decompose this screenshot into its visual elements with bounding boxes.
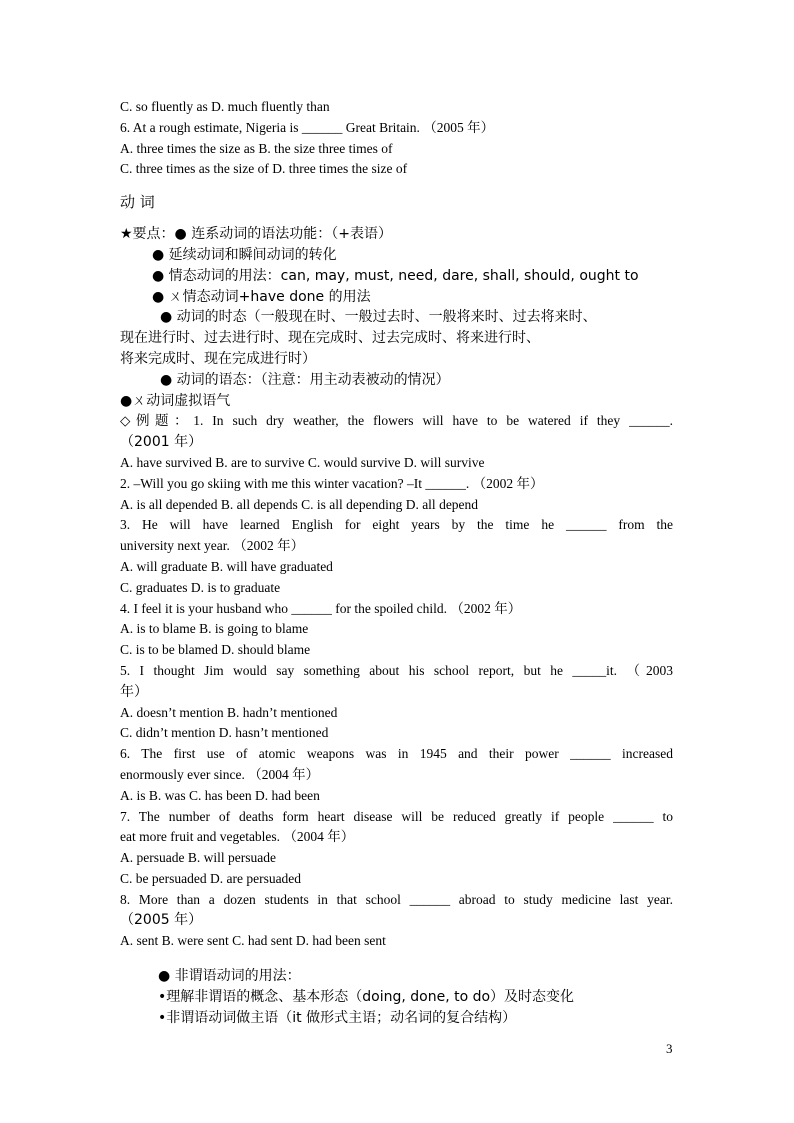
key-point-line: 将来完成时、现在完成进行时） [120,350,316,367]
section-heading: 动 词 [120,193,155,212]
page-number: 3 [666,1041,673,1056]
key-point-line: ● 延续动词和瞬间动词的转化 [152,246,337,263]
example-line: A. doesn’t mention B. hadn’t mentioned [120,704,338,720]
nonfinite-line: •理解非谓语的概念、基本形态（doing, done, to do）及时态变化 [158,988,575,1005]
option-line: A. three times the size as B. the size three times of [120,140,393,156]
key-point-line: ★要点：● 连系动词的语法功能：（+表语） [120,226,392,243]
example-line: A. sent B. were sent C. had sent D. had been sent [120,933,386,949]
example-line: 6. The first use of atomic weapons was in 1945 and their power ______ increased [120,746,673,762]
example-line: C. graduates D. is to graduate [120,579,281,595]
key-point-line: ● 动词的时态（一般现在时、一般过去时、一般将来时、过去将来时、 [160,309,597,326]
example-line: 8. More than a dozen students in that school ______ abroad to study medicine last year. [120,891,673,907]
example-line: C. is to be blamed D. should blame [120,642,311,658]
example-line: university next year. （2002 年） [120,538,305,554]
key-point-line: ● 动词的语态：（注意：用主动表被动的情况） [160,371,450,388]
example-line: A. is to blame B. is going to blame [120,621,309,637]
option-line: C. three times as the size of D. three times the size of [120,161,408,177]
example-line: A. is B. was C. has been D. had been [120,787,320,803]
nonfinite-line: ● 非谓语动词的用法： [158,968,301,985]
example-line: ◇例题：1. In such dry weather, the flowers will have to be watered if they ______. [120,413,673,429]
example-line: C. didn’t mention D. hasn’t mentioned [120,725,329,741]
key-point-line: ● 情态动词的用法：can, may, must, need, dare, shall, should, ought to [152,267,639,284]
text-line: C. so fluently as D. much fluently than [120,99,330,114]
example-line: 年） [120,683,148,700]
example-line: A. will graduate B. will have graduated [120,558,333,574]
spacer [120,952,673,966]
example-line: （2005 年） [120,912,203,929]
key-point-line: 现在进行时、过去进行时、现在完成时、过去完成时、将来进行时、 [120,330,540,347]
key-point-line: ● ㄨ情态动词+have done 的用法 [152,288,371,305]
nonfinite-line: •非谓语动词做主语（it 做形式主语；动名词的复合结构） [158,1009,517,1026]
example-line: A. persuade B. will persuade [120,850,276,866]
page-content [120,97,673,1028]
example-line: enormously ever since. （2004 年） [120,766,320,782]
example-line: 5. I thought Jim would say something about his school report, but he _____it. （2003 [120,662,673,678]
key-point-line: ●ㄨ动词虚拟语气 [120,392,231,409]
example-line: A. is all depended B. all depends C. is all depending D. all depend [120,496,479,512]
example-line: 2. –Will you go skiing with me this winter vacation? –It ______. （2002 年） [120,475,544,491]
example-line: 7. The number of deaths form heart disease will be reduced greatly if people ______ to [120,808,673,824]
example-line: （2001 年） [120,434,203,451]
example-line: 3. He will have learned English for eight years by the time he ______ from the [120,517,673,533]
question-line: 6. At a rough estimate, Nigeria is ______ Great Britain. （2005 年） [120,119,495,135]
example-line: 4. I feel it is your husband who ______ for the spoiled child. （2002 年） [120,600,522,616]
example-line: A. have survived B. are to survive C. would survive D. will survive [120,454,485,470]
example-line: C. be persuaded D. are persuaded [120,870,302,886]
example-line: eat more fruit and vegetables. （2004 年） [120,829,355,845]
